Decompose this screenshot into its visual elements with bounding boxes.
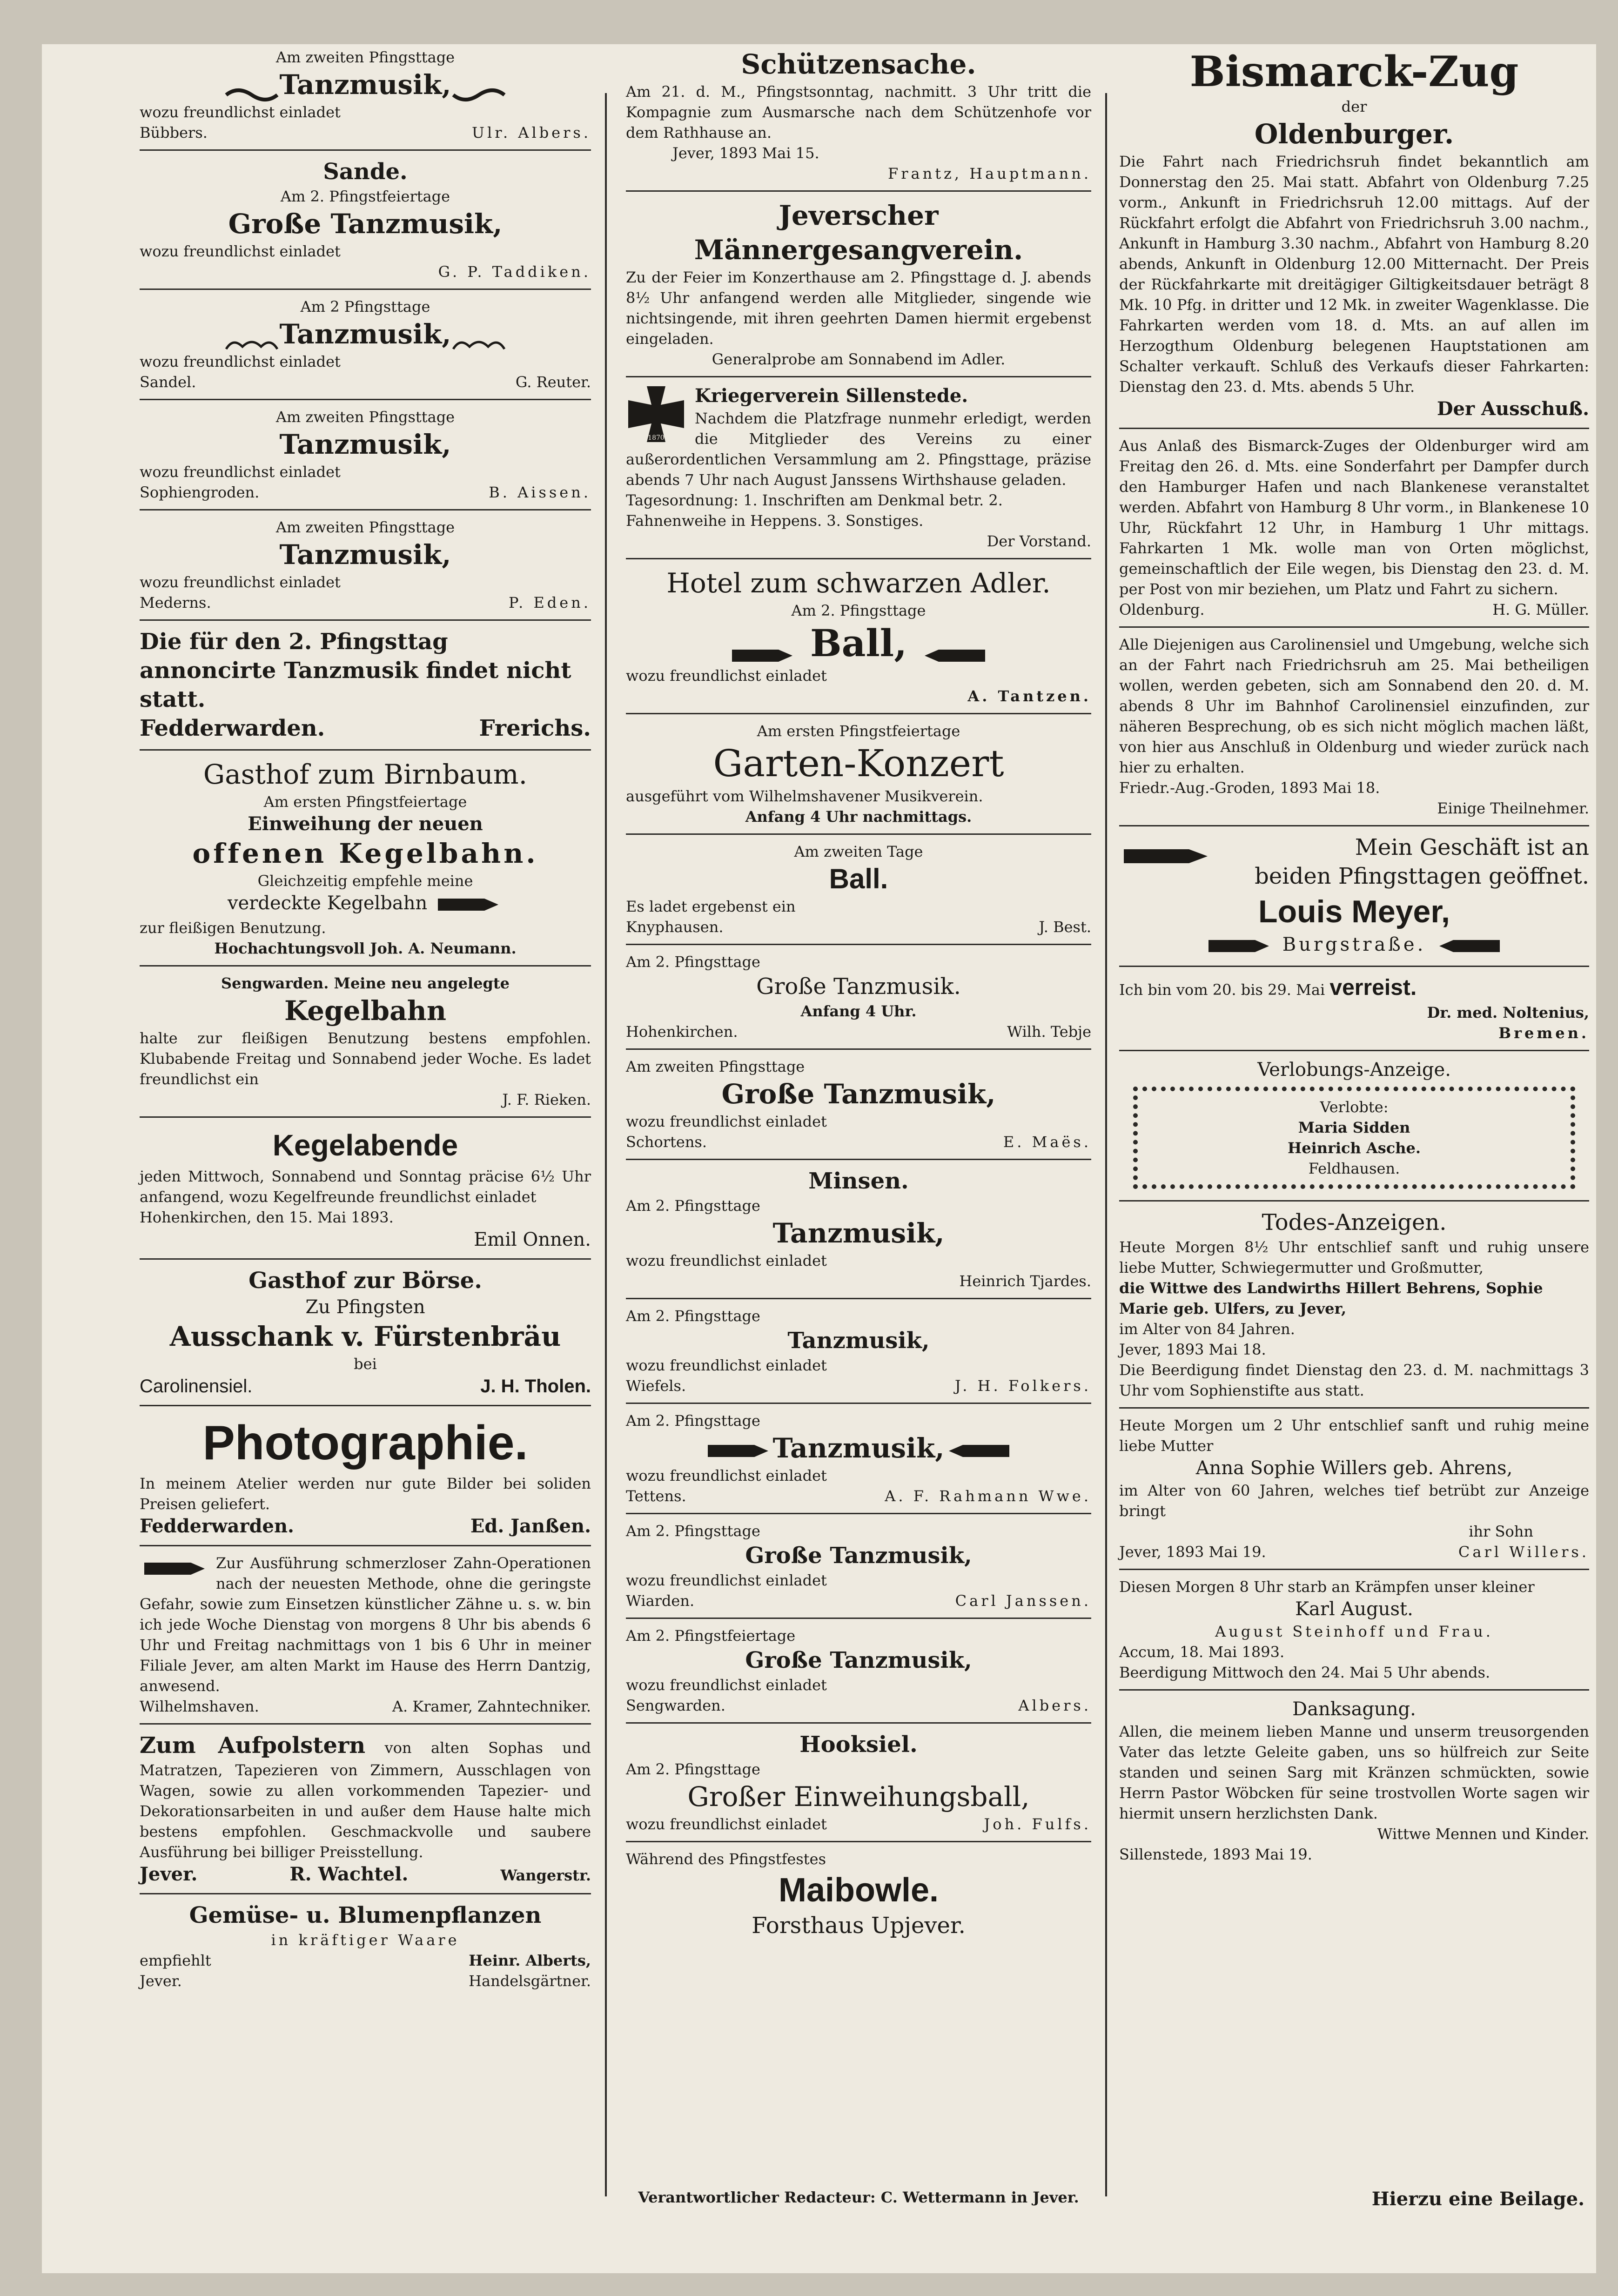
ad-day: Am 2. Pfingsttage — [626, 1760, 760, 1778]
ad-title: Große Tanzmusik, — [745, 1543, 972, 1569]
ad-name: Anna Sophie Willers geb. Ahrens, — [1195, 1457, 1513, 1479]
ad-text: halte zur fleißigen Benutzung bestens empfohlen. Klubabende Freitag und Sonnabend jeder Woche. Es ladet freundlichst ein — [140, 1029, 591, 1088]
ornament-icon — [451, 78, 507, 96]
ad-carolinensiel — [1119, 631, 1589, 826]
ad-invite: wozu freundlichst einladet — [626, 1356, 827, 1374]
ad-host: Frerichs. — [479, 715, 591, 741]
pointing-hand-icon — [727, 633, 797, 659]
ad-day: Am zweiten Tage — [794, 843, 923, 860]
pointing-hand-icon — [1204, 933, 1274, 959]
ad-line: Gleichzeitig empfehle meine — [257, 872, 473, 890]
ad-title: Große Tanzmusik, — [745, 1647, 972, 1673]
ad-date: Accum, 18. Mai 1893. — [1119, 1643, 1285, 1661]
ad-place: Sophiengroden. — [140, 483, 260, 501]
ad-tanz-folkers — [626, 1303, 1091, 1404]
ad-tanz-janssen — [626, 1518, 1091, 1619]
ad-host: J. H. Tholen. — [480, 1376, 591, 1396]
ad-title: Große Tanzmusik, — [228, 208, 503, 240]
ad-title: Gemüse- u. Blumenpflanzen — [189, 1902, 542, 1928]
ad-title: Garten-Konzert — [713, 742, 1004, 785]
ad-title: Große Tanzmusik. — [756, 973, 961, 1000]
ad-title: Ball. — [829, 863, 888, 894]
ad-title: Großer Einweihungsball, — [687, 1781, 1030, 1813]
ad-street: Burgstraße. — [1282, 934, 1426, 955]
ornament-icon — [451, 327, 507, 346]
ad-host: Carl Willers. — [1458, 1543, 1589, 1561]
ad-tanz-maes — [626, 1054, 1091, 1160]
ad-day: Am 2. Pfingsttage — [791, 602, 926, 619]
ad-invite: wozu freundlichst einladet — [626, 1252, 827, 1269]
ad-host: Dr. med. Noltenius, — [1427, 1004, 1589, 1021]
ad-dampfer-fahrt — [1119, 433, 1589, 628]
ad-host: Der Ausschuß. — [1437, 398, 1589, 420]
ad-title: Kegelabende — [272, 1128, 458, 1162]
ad-line: Anfang 4 Uhr. — [800, 1002, 917, 1020]
ad-notice-frerichs — [140, 624, 591, 751]
ad-host: Emil Onnen. — [474, 1229, 591, 1250]
ad-text: Heute Morgen um 2 Uhr entschlief sanft und ruhig meine liebe Mutter — [1119, 1417, 1589, 1455]
ad-zahntechniker — [140, 1550, 591, 1725]
ad-heading: Sande. — [323, 159, 408, 185]
ad-day: Am 2. Pfingsttage — [626, 1307, 760, 1325]
ad-host: R. Wachtel. — [289, 1863, 409, 1885]
ad-place: Knyphausen. — [626, 918, 724, 936]
ad-agenda: Tagesordnung: 1. Inschriften am Denkmal betr. 2. Fahnenweihe in Heppens. 3. Sonstiges. — [626, 491, 1003, 530]
ad-place: Bübbers. — [140, 124, 208, 141]
ad-invite: wozu freundlichst einladet — [626, 1815, 827, 1833]
ad-host: Heinr. Alberts, — [469, 1952, 591, 1969]
column-left — [140, 44, 591, 2001]
ad-title: Photographie. — [202, 1416, 528, 1470]
ad-text: von alten Sophas und Matratzen, Tapezieren von Zimmern, Ausschlagen von Wagen, sowie zu allen vorkommenden Tapezier- und Dekorationsarbeiten in und außer dem Hause halte mich bestens empfohlen. Geschmackvolle und saubere Ausführung bei billiger Preisstellung. — [140, 1739, 591, 1861]
ad-day: Am 2. Pfingstfeiertage — [626, 1627, 796, 1645]
ad-date: Sillenstede, 1893 Mai 19. — [1119, 1846, 1312, 1863]
ad-title: Tanzmusik, — [279, 429, 451, 460]
ad-place: Forsthaus Upjever. — [752, 1913, 966, 1939]
ad-title: Gasthof zur Börse. — [248, 1268, 482, 1294]
ad-place: Mederns. — [140, 594, 211, 611]
ad-day: Am ersten Pfingstfeiertage — [757, 722, 960, 740]
ad-hooksiel — [626, 1727, 1091, 1842]
ad-date: Jever, 1893 Mai 19. — [1119, 1543, 1266, 1561]
ad-date: Jever, 1893 Mai 18. — [1119, 1341, 1266, 1358]
ad-line: August Steinhoff und Frau. — [1215, 1623, 1493, 1640]
ad-invite: wozu freundlichst einladet — [140, 242, 341, 260]
ad-place: Tettens. — [626, 1487, 686, 1505]
ad-tanzmusik-reuter — [140, 294, 591, 400]
iron-cross-icon — [626, 384, 686, 444]
ad-ball-best — [626, 839, 1091, 945]
ad-title: Todes-Anzeigen. — [1262, 1209, 1447, 1235]
notice-text: Die für den 2. Pfingsttag annoncirte Tanzmusik findet nicht statt. — [140, 629, 571, 712]
ad-aufpolstern — [140, 1728, 591, 1894]
ad-host: Wilh. Tebje — [1007, 1023, 1091, 1041]
ad-boerse — [140, 1263, 591, 1406]
ad-host: J. H. Folkers. — [954, 1377, 1091, 1395]
ad-place: Jever. — [140, 1863, 198, 1885]
ad-host: A. Tantzen. — [967, 687, 1091, 705]
ad-host: Heinrich Tjardes. — [959, 1272, 1091, 1290]
ad-day: Am zweiten Pfingsttage — [275, 408, 455, 426]
ad-title: Kriegerverein Sillenstede. — [695, 385, 968, 407]
ad-title: Danksagung. — [1292, 1699, 1416, 1720]
ad-tanzmusik-eden — [140, 514, 591, 621]
ad-role: Handelsgärtner. — [469, 1972, 591, 1990]
ad-text: Zu der Feier im Konzerthause am 2. Pfingsttage d. J. abends 8½ Uhr anfangend werden alle Mitglieder, singende wie nichtsingende, mit ihren geehrten Damen hiermit ergebenst eingeladen. — [626, 269, 1091, 348]
ad-invite: wozu freundlichst einladet — [626, 667, 827, 685]
ad-host: Frantz, Hauptmann. — [888, 165, 1091, 182]
ad-date: Jever, 1893 Mai 15. — [672, 144, 819, 162]
ad-photographie — [140, 1410, 591, 1546]
ad-place: Oldenburg. — [1119, 601, 1205, 618]
ad-invite: wozu freundlichst einladet — [140, 463, 341, 481]
ad-line: ihr Sohn — [1469, 1523, 1533, 1540]
ad-line: Zu Pfingsten — [305, 1296, 425, 1318]
ad-title: Bismarck-Zug — [1189, 47, 1519, 96]
ad-host: Wittwe Mennen und Kinder. — [1377, 1825, 1589, 1843]
ad-line: Ausschank v. Fürstenbräu — [169, 1321, 561, 1352]
ad-title: Tanzmusik, — [772, 1432, 945, 1464]
pointing-hand-icon — [1119, 842, 1212, 868]
ad-host: Albers. — [1018, 1697, 1091, 1714]
ad-text: Nachdem die Platzfrage nunmehr erledigt, werden die Mitglieder des Vereins zu einer außerordentlichen Versammlung am 2. Pfingsttage, präzise abends 7 Uhr nach August Janssens Wirthshause geladen. — [626, 410, 1091, 489]
ad-verreist — [1119, 971, 1589, 1051]
ornament-icon — [224, 78, 280, 96]
ad-tanz-tebje — [626, 949, 1091, 1050]
ad-text: In meinem Atelier werden nur gute Bilder bei soliden Preisen geliefert. — [140, 1475, 591, 1513]
ad-title: Tanzmusik, — [787, 1328, 930, 1354]
ad-host: Joh. Fulfs. — [984, 1815, 1091, 1833]
ad-title: Tanzmusik, — [279, 318, 451, 350]
ad-place: Carolinensiel. — [140, 1376, 253, 1396]
ad-place: Sengwarden. — [626, 1697, 725, 1714]
column-right — [1119, 44, 1589, 1875]
ad-text: Ich bin vom 20. bis 29. Mai — [1119, 981, 1325, 999]
ad-day: Am ersten Pfingstfeiertage — [263, 793, 467, 811]
ad-host: Einige Theilnehmer. — [1437, 799, 1589, 817]
ad-line: verdeckte Kegelbahn — [227, 893, 428, 914]
ad-ball: Ball, — [810, 621, 907, 665]
beilage-note: Hierzu eine Beilage. — [1371, 2188, 1584, 2210]
column-rule — [1105, 93, 1107, 2196]
ad-text: Die Beerdigung findet Dienstag den 23. d. M. nachmittags 3 Uhr vom Sophienstifte aus statt. — [1119, 1361, 1589, 1399]
cross-year: 1870 — [648, 434, 665, 442]
ad-host: G. P. Taddiken. — [438, 263, 591, 281]
ad-maibowle — [626, 1846, 1091, 1947]
ad-maennergesangverein — [626, 195, 1091, 377]
ad-title: Tanzmusik, — [772, 1217, 945, 1249]
ad-title: Männergesangverein. — [694, 234, 1023, 266]
ad-subtitle: Oldenburger. — [1254, 118, 1454, 150]
ad-day: Am 2. Pfingsttage — [626, 953, 760, 971]
ad-text: Zur Ausführung schmerzloser Zahn-Operationen nach der neuesten Methode, ohne die geringste Gefahr, sowie zum Einsetzen künstlicher Zähne u. s. w. bin ich jede Woche Dienstag von morgens 8 Uhr bis abends 6 Uhr und Freitag nachmittags von 1 bis 6 Uhr in meiner Filiale Jever, am alten Markt im Hause des Herrn Dantzig, anwesend. — [140, 1554, 591, 1695]
ad-title: Tanzmusik, — [279, 69, 451, 101]
ad-host: Hochachtungsvoll Joh. A. Neumann. — [214, 940, 517, 957]
ad-title: Tanzmusik, — [279, 539, 451, 571]
ad-invite: wozu freundlichst einladet — [140, 573, 341, 591]
ad-day: Am 2. Pfingstfeiertage — [280, 188, 450, 205]
ad-place: Fedderwarden. — [140, 1515, 294, 1537]
ad-line: ausgeführt vom Wilhelmshavener Musikverein. — [626, 787, 983, 805]
ad-kegelbahn — [140, 970, 591, 1118]
ad-host: H. G. Müller. — [1492, 601, 1589, 618]
ad-heading: Minsen. — [808, 1168, 909, 1194]
ad-text: Allen, die meinem lieben Manne und unserm treusorgenden Vater das letzte Geleite gaben, uns so hülfreich zur Seite standen und seinen Sarg mit Kränzen schmückten, sowie Herrn Pastor Wöbcken für seine trostvollen Worte sagen wir hiermit unsern herzlichsten Dank. — [1119, 1723, 1589, 1822]
ad-title: Verlobungs-Anzeige. — [1257, 1059, 1451, 1081]
ad-verlobung — [1119, 1055, 1589, 1202]
ornament-icon — [224, 327, 280, 346]
ad-minsen — [626, 1164, 1091, 1299]
pointing-hand-icon — [920, 633, 990, 659]
ad-line: bei — [354, 1355, 377, 1373]
ad-line: Einweihung der neuen — [248, 813, 483, 835]
ad-place: Hohenkirchen. — [626, 1023, 738, 1041]
ad-line: empfiehlt — [140, 1952, 211, 1969]
ad-host: B. Aissen. — [489, 483, 591, 501]
ad-line: Beerdigung Mittwoch den 24. Mai 5 Uhr abends. — [1119, 1664, 1490, 1681]
ad-todes-willers — [1119, 1412, 1589, 1570]
column-middle — [626, 44, 1091, 1950]
ad-place: Sandel. — [140, 373, 196, 391]
ad-host: Ed. Janßen. — [470, 1515, 591, 1537]
ad-title: Louis Meyer, — [1258, 894, 1450, 929]
ad-host: A. Kramer, Zahntechniker. — [392, 1698, 591, 1715]
ad-invite: wozu freundlichst einladet — [626, 1467, 827, 1484]
verlobung-frame — [1133, 1087, 1575, 1189]
ad-host: G. Reuter. — [515, 373, 591, 391]
ad-kriegerverein — [626, 381, 1091, 559]
ad-line: der — [1341, 98, 1367, 115]
ad-todes-august — [1119, 1574, 1589, 1691]
ad-tanzmusik-albers — [140, 44, 591, 151]
ad-place: Bremen. — [1498, 1024, 1589, 1042]
ad-text: Diesen Morgen 8 Uhr starb an Krämpfen unser kleiner — [1119, 1578, 1535, 1596]
ad-day: Am 2. Pfingsttage — [626, 1412, 760, 1430]
ad-gemuese — [140, 1898, 591, 1998]
ad-tanz-albers — [626, 1623, 1091, 1724]
ad-date: Hohenkirchen, den 15. Mai 1893. — [140, 1208, 394, 1226]
ad-title: Gasthof zum Birnbaum. — [203, 759, 528, 790]
ad-invite: wozu freundlichst einladet — [626, 1676, 827, 1694]
ad-schuetzensache — [626, 44, 1091, 192]
editor-footer: Verantwortlicher Redacteur: C. Wettermann in Jever. — [638, 2189, 1079, 2206]
ad-louis-meyer — [1119, 830, 1589, 967]
ad-host: P. Eden. — [509, 594, 591, 611]
ad-invite: wozu freundlichst einladet — [140, 353, 341, 370]
ad-place: Feldhausen. — [1308, 1160, 1400, 1177]
ad-host: Ulr. Albers. — [472, 124, 591, 141]
ad-place: Wiarden. — [626, 1592, 695, 1610]
ad-text: Die Fahrt nach Friedrichsruh findet bekanntlich am Donnerstag den 25. Mai statt. Abfahrt von Oldenburg 7.25 vorm., Ankunft in Friedrichsruh 12.00 mittags. Auf der Rückfahrt erfolgt die Abfahrt von Friedrichsruh 3.00 nachm., Ankunft in Hamburg 3.30 nachm., Abfahrt von Hamburg 8.20 abends, Ankunft in Oldenburg 12.00 Mitternacht. Der Preis der Rückfahrkarte mit dreitägiger Giltigkeitsdauer beträgt 8 Mk. 10 Pfg. in dritter und 12 Mk. in zweiter Wagenklasse. Die Fahrkarten werden vom 18. d. Mts. an auf allen im Herzogthum Oldenburg belegenen Hauptstationen am Schalter verkauft. Schluß des Verkaufs dieser Fahrkarten: Dienstag den 23. d. Mts. abends 5 Uhr. — [1119, 153, 1589, 396]
ad-line: beiden Pfingsttagen geöffnet. — [1255, 863, 1589, 889]
ad-host: A. F. Rahmann Wwe. — [885, 1487, 1091, 1505]
ad-host: J. Best. — [1039, 918, 1091, 936]
ad-heading: Hooksiel. — [799, 1732, 918, 1758]
ad-text: jeden Mittwoch, Sonnabend und Sonntag präcise 6½ Uhr anfangend, wozu Kegelfreunde freundlichst einladet — [140, 1168, 591, 1206]
ad-text: Aus Anlaß des Bismarck-Zuges der Oldenburger wird am Freitag den 26. d. Mts. eine Sonderfahrt per Dampfer durch den Hamburger Hafen und nach Blankenese veranstaltet werden. Abfahrt von Hamburg 8 Uhr vorm., in Blankenese 10 Uhr, Rückfahrt 12 Uhr, in Hamburg 1 Uhr mittags. Fahrkarten 1 Mk. wolle man von Orten möglichst, gemeinschaftlich der Eile wegen, bis Dienstag den 23. d. M. per Post von mir beziehen, um Platz und Fahrt zu sichern. — [1119, 437, 1589, 598]
ad-line: offenen Kegelbahn. — [192, 838, 538, 869]
ad-day: Am 2. Pfingsttage — [626, 1522, 760, 1540]
ad-street: Wangerstr. — [500, 1866, 591, 1884]
ad-title: Schützensache. — [741, 48, 976, 80]
ad-invite: wozu freundlichst einladet — [626, 1113, 827, 1130]
ad-line: zur fleißigen Benutzung. — [140, 919, 326, 937]
ad-tanz-rahmann — [626, 1408, 1091, 1514]
ad-todes-behrens — [1119, 1205, 1589, 1409]
ad-day: Am zweiten Pfingsttage — [626, 1058, 805, 1075]
ad-day: Am 2 Pfingsttage — [300, 298, 430, 316]
ad-title: Kegelbahn — [284, 995, 446, 1027]
ad-name: Karl August. — [1295, 1598, 1413, 1620]
ad-name: die Wittwe des Landwirths Hillert Behrens, Sophie Marie geb. Ulfers, zu Jever, — [1119, 1279, 1543, 1317]
ad-lead: Sengwarden. Meine neu angelegte — [221, 974, 510, 992]
ad-kegelabende — [140, 1121, 591, 1260]
ad-name: Heinrich Asche. — [1287, 1139, 1421, 1157]
ad-place: Schortens. — [626, 1133, 707, 1151]
ad-host: E. Maës. — [1003, 1133, 1091, 1151]
ad-name: Maria Sidden — [1298, 1119, 1410, 1136]
ad-lead: Verlobte: — [1320, 1098, 1389, 1116]
ad-birnbaum — [140, 754, 591, 967]
pointing-hand-icon — [140, 1556, 209, 1582]
ad-garten-konzert — [626, 718, 1091, 835]
ad-day: Am zweiten Pfingsttage — [275, 48, 455, 66]
ad-place: Jever. — [140, 1972, 182, 1990]
ad-host: J. F. Rieken. — [502, 1091, 591, 1108]
ad-line: Mein Geschäft ist an — [1355, 834, 1589, 860]
ad-line: Anfang 4 Uhr nachmittags. — [745, 808, 972, 826]
ad-date: Friedr.-Aug.-Groden, 1893 Mai 18. — [1119, 779, 1380, 797]
ad-line: im Alter von 84 Jahren. — [1119, 1320, 1295, 1338]
ad-title: Große Tanzmusik, — [721, 1078, 996, 1110]
ad-text: im Alter von 60 Jahren, welches tief betrübt zur Anzeige bringt — [1119, 1482, 1589, 1520]
pointing-hand-icon — [944, 1437, 1014, 1464]
ad-invite: wozu freundlichst einladet — [626, 1571, 827, 1589]
ad-bismarck-zug — [1119, 44, 1589, 429]
ad-title: Zum Aufpolstern — [140, 1732, 366, 1759]
pointing-hand-icon — [433, 892, 503, 918]
ad-host: Der Vorstand. — [987, 532, 1091, 550]
pointing-hand-icon — [703, 1437, 773, 1464]
ad-day: Am 2. Pfingsttage — [626, 1197, 760, 1215]
ad-host: Carl Janssen. — [955, 1592, 1091, 1610]
ad-title: Hotel zum schwarzen Adler. — [666, 567, 1051, 599]
ad-place: Wilhelmshaven. — [140, 1698, 259, 1715]
ad-line: Generalprobe am Sonnabend im Adler. — [712, 350, 1006, 368]
ad-invite: Es ladet ergebenst ein — [626, 898, 796, 915]
ad-title: Jeverscher — [779, 200, 939, 231]
ad-place: Wiefels. — [626, 1377, 686, 1395]
ad-sande — [140, 154, 591, 290]
ad-day: Am zweiten Pfingsttage — [275, 518, 455, 536]
ad-invite: wozu freundlichst einladet — [140, 103, 341, 121]
ad-danksagung — [1119, 1694, 1589, 1871]
ad-text: Am 21. d. M., Pfingstsonntag, nachmitt. 3 Uhr tritt die Kompagnie zum Ausmarsche nach dem Schützenhofe vor dem Rathhause an. — [626, 83, 1091, 141]
ad-place: Fedderwarden. — [140, 715, 325, 741]
ad-title: verreist. — [1329, 975, 1417, 1000]
ad-lead: Während des Pfingstfestes — [626, 1850, 826, 1868]
ad-text: Alle Diejenigen aus Carolinensiel und Umgebung, welche sich an der Fahrt nach Friedrichsruh am 25. Mai betheiligen wollen, werden gebeten, sich am Sonnabend den 20. d. M. abends 8 Uhr im Bahnhof Carolinensiel einzufinden, zur näheren Besprechung, ob es sich nicht möglich machen läßt, von hier aus Anschluß in Oldenburg und wieder zurück nach hier zu erhalten. — [1119, 636, 1589, 776]
ad-tanzmusik-aissen — [140, 404, 591, 510]
ad-title: Maibowle. — [778, 1872, 939, 1909]
column-rule — [605, 93, 607, 2196]
ad-line: in kräftiger Waare — [271, 1931, 460, 1949]
ad-text: Heute Morgen 8½ Uhr entschlief sanft und ruhig unsere liebe Mutter, Schwiegermutter und Großmutter, — [1119, 1238, 1589, 1276]
pointing-hand-icon — [1435, 933, 1504, 959]
ad-hotel-adler — [626, 563, 1091, 714]
